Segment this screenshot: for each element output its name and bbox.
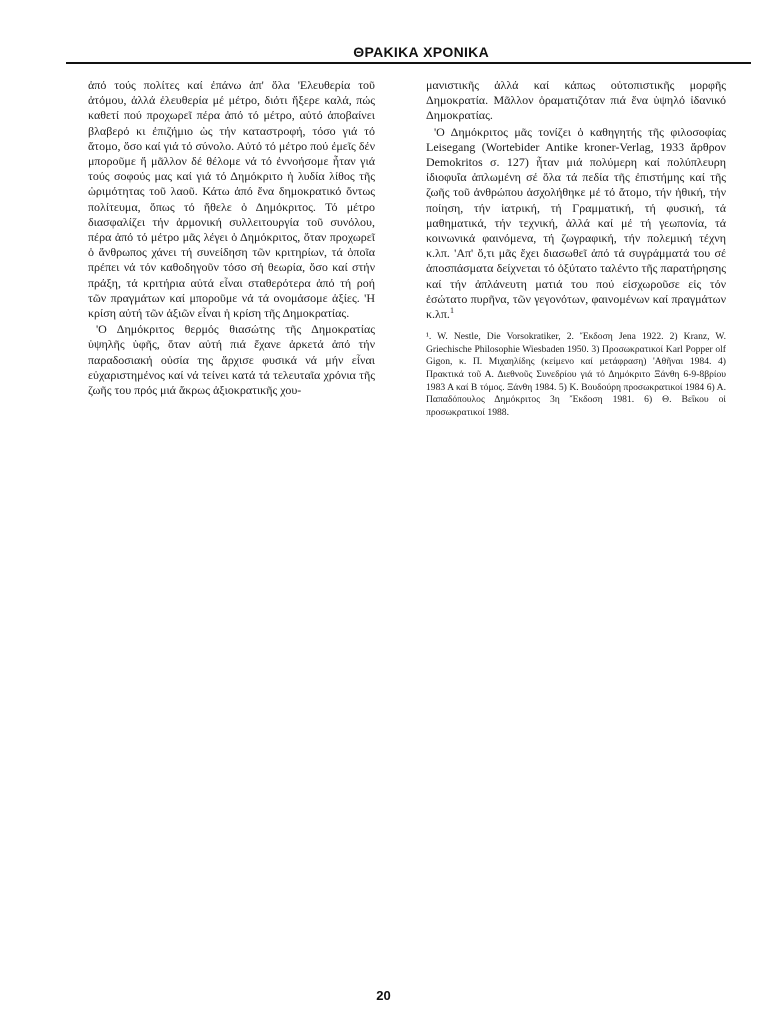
header-rule <box>66 62 751 64</box>
left-column <box>88 78 375 398</box>
right-column <box>426 78 726 419</box>
paragraph-text: 'Ο Δημόκριτος μᾶς τονίζει ὁ καθηγητής τῆς φιλοσοφίας Leisegang (Wortebider Antike kroner-Verlag, 1933 ἄρθρον Demokritos σ. 127) ἦταν μιά πολύμερη καί πολύπλευρη ἰδιοφυΐα ἀπλωμένη σέ ὅλα τά πεδία τῆς ἐπιστήμης καί τῆς ζωῆς τοῦ ἀνθρώπου ἀσχολήθηκε μέ τό ἄτομο, τήν ἠθική, τήν ποίηση, τήν ἰατρική, τή Γραμματική, τή φυσική, τά μαθηματικά, τήν τεχνική, ἀλλά καί μέ τή γεωπονία, τά κοινωνικά φαινόμενα, τή ζωγραφική, τήν πολεμική τέχνη κ.λπ. 'Απ' ὅ,τι μᾶς ἔχει διασωθεῖ ἀπό τά συγράμματά του σέ ἀποσπάσματα δείχνεται τό ὀξύτατο ταλέντο τῆς παρατήρησης καί τήν ἀπλάνευτη ματιά του πού εἰσχωροῦσε εἰς τόν ἐσώτατο πυρῆνα, τῶν γεγονότων, φαινομένων καί πραγμάτων κ.λπ. <box>426 124 726 322</box>
paragraph: 'Ο Δημόκριτος θερμός θιασώτης τῆς Δημοκρατίας ὑψηλῆς ὑφῆς, ὅταν αὐτή πιά ἔχανε ἀρκετά ἀπό τήν παραδοσιακή οὐσία της ἄρχισε φυσικά νά μήν εἶναι εὐχαριστημένος καί νά τείνει κατά τά τελευταῖα χρόνια τῆς ζωῆς του πρός μιά ἄκρως ἀξιοκρατικῆς χου- <box>88 322 375 398</box>
footnote-marker: 1 <box>449 306 454 316</box>
running-header <box>66 40 751 66</box>
footnotes: ¹. W. Nestle, Die Vorsokratiker, 2. Ἔκδοση Jena 1922. 2) Kranz, W. Griechische Philosophie Wiesbaden 1950. 3) Προσωκρατικοί Karl Popper olf Gigon, κ. Π. Μιχαηλίδης (κείμενο καί μετάφραση) 'Αθῆναι 1984. 4) Πρακτικά τοῦ Α. Διεθνοῦς Συνεδρίου γιά τό Δημόκριτο Ξάνθη 6-9-8βρίου 1983 Α καί Β τόμος. Ξάνθη 1984. 5) Κ. Βουδούρη προσωκρατικοί 1984 6) Α. Παπαδόπουλος Δημόκριτος 3η Ἔκδοση 1981. 6) Θ. Βεΐκου οἱ προσωκρατικοί 1988. <box>426 331 726 418</box>
page-number: 20 <box>376 988 391 1003</box>
paragraph <box>426 125 726 323</box>
journal-title: ΘΡΑΚΙΚΑ ΧΡΟΝΙΚΑ <box>353 44 489 60</box>
paragraph: ἀπό τούς πολίτες καί ἐπάνω ἀπ' ὅλα 'Ελευθερία τοῦ ἀτόμου, ἀλλά ἐλευθερία μέ μέτρο, διότι ἤξερε καλά, πώς καθετί πού προχωρεῖ πέρα ἀπό τό μέτρο, αὐτό ἀποβαίνει βλαβερό κι ἐπιζήμιο ὡς τήν καταστροφή, τόσο γιά τό ἄτομο, ὅσο καί γιά τό σύνολο. Αὐτό τό μέτρο πού ἐμεῖς δέν μποροῦμε ἤ μᾶλλον δέ θέλομε νά τό ἐννοήσομε ἦταν γιά τούς σοφούς μας καί γιά τό Δημόκριτο ἡ λυδία λίθος τῆς ὡριμότητας τοῦ λαοῦ. Κάτω ἀπό ἕνα δημοκρατικό ὄντως πολίτευμα, ὅπως τό ἤθελε ὁ Δημόκριτος. Τό μέτρο διασφαλίζει τήν ἁρμονική συλλειτουργία τοῦ συνόλου, πέρα ἀπό τό μέτρο μᾶς λέγει ὁ Δημόκριτος, ὅταν προχωρεῖ ὁ ἄνθρωπος χάνει τή συνείδηση τῶν κριτηρίων, τά ὁποῖα πρέπει νά τόν καθοδηγοῦν τόσο σή θεωρία, ὅσο καί στήν πράξη, τά κριτήρια αὐτά εἶναι σταθερότερα ἀπό τή ροή τῶν πραγμάτων καί μποροῦμε νά τά ονομάσομε ἀξίες. 'Η κρίση αὐτή τῶν ἀξιῶν εἶναι ἡ κρίση τῆς Δημοκρατίας. <box>88 78 375 321</box>
paragraph: μανιστικῆς ἀλλά καί κάπως οὐτοπιστικῆς μορφῆς Δημοκρατία. Μᾶλλον ὁραματιζόταν πιά ἕνα ὑψηλό ἰδανικό Δημοκρατίας. <box>426 78 726 123</box>
